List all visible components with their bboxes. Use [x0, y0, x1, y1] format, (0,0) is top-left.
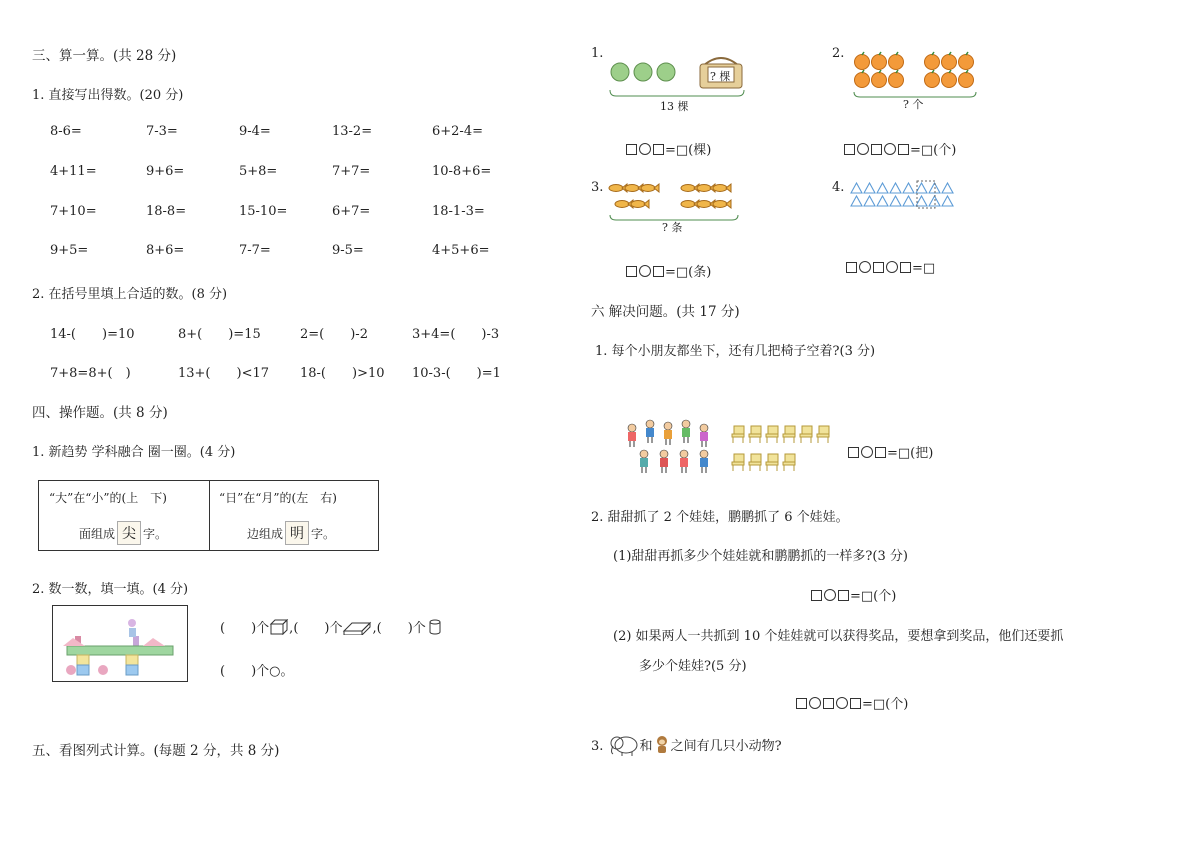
q1-answer	[847, 442, 933, 461]
chair-icon	[732, 426, 744, 443]
circle-left-answer	[79, 521, 167, 545]
answer-box[interactable]	[850, 698, 861, 709]
label-ge: 个	[256, 621, 270, 636]
section-3-q2: 2. 在括号里填上合适的数。(8 分)	[32, 287, 228, 302]
answer-paren: ( )	[220, 621, 257, 636]
char-jian: 尖	[117, 521, 141, 545]
child-icon	[640, 450, 648, 473]
label: 面组成	[79, 527, 116, 541]
fill-item: 14-( )=10	[50, 327, 135, 342]
fish-icon	[697, 200, 715, 208]
chair-icon	[783, 454, 795, 471]
answer-op[interactable]	[884, 143, 896, 155]
fish-icon	[641, 184, 659, 192]
fill-item: 7+8=8+( )	[50, 366, 131, 381]
triangle-icon	[890, 183, 901, 193]
fill-item: 3+4=( )-3	[412, 327, 500, 342]
math-item: 4+11=	[50, 164, 97, 179]
child-icon	[646, 420, 654, 443]
answer-box[interactable]	[900, 262, 911, 273]
section-6-q2a: (1)甜甜再抓多少个娃娃就和鹏鹏抓的一样多?(3 分)	[613, 549, 908, 564]
fish-icon	[713, 184, 731, 192]
pic2-answer	[843, 139, 956, 158]
section-3-title: 三、算一算。(共 28 分)	[32, 48, 177, 64]
pic1-answer	[625, 139, 711, 158]
answer-box[interactable]	[653, 266, 664, 277]
math-item: 7-3=	[146, 124, 178, 139]
triangle-icon	[864, 196, 875, 206]
triangle-icon	[916, 183, 927, 193]
separator: ,	[372, 621, 377, 636]
answer-box[interactable]	[838, 590, 849, 601]
answer-paren: ( )	[376, 621, 413, 636]
section-6-q3	[591, 734, 782, 756]
pic2-oranges	[852, 50, 978, 100]
label-ge: 个	[329, 621, 343, 636]
section-6-q1: 1. 每个小朋友都坐下，还有几把椅子空着?(3 分)	[595, 344, 876, 359]
orange-icon	[959, 52, 974, 70]
unit: =□	[912, 261, 936, 276]
and-label: 和	[639, 739, 653, 754]
chair-icon	[766, 454, 778, 471]
fish-icon	[609, 184, 627, 192]
cube-icon	[269, 619, 289, 635]
chair-icon	[800, 426, 812, 443]
orange-icon	[925, 52, 940, 70]
orange-icon	[925, 70, 940, 88]
cuboid-icon	[342, 619, 372, 635]
unit: =□(棵)	[665, 143, 712, 158]
q3-number: 3.	[591, 739, 604, 754]
answer-box[interactable]	[875, 447, 886, 458]
pic3-answer	[625, 261, 711, 280]
pic4-number: 4.	[832, 180, 845, 195]
separator: ,	[289, 621, 294, 636]
child-icon	[682, 420, 690, 443]
label: 字。	[311, 527, 336, 541]
math-item: 6+7=	[332, 204, 371, 219]
pic1-number: 1.	[591, 46, 604, 61]
fill-item: 8+( )=15	[178, 327, 261, 342]
triangle-icon	[942, 196, 953, 206]
section-5-title: 五、看图列式计算。(每题 2 分，共 8 分)	[32, 743, 280, 759]
triangle-icon	[903, 196, 914, 206]
q2a-answer	[810, 585, 896, 604]
answer-box[interactable]	[796, 698, 807, 709]
unit: =□(条)	[665, 265, 712, 280]
label: 边组成	[247, 527, 284, 541]
unit: =□(把)	[887, 446, 934, 461]
pic4-triangles	[848, 180, 964, 210]
child-icon	[664, 422, 672, 445]
section-4-q2: 2. 数一数，填一填。(4 分)	[32, 582, 189, 597]
label-ge-circle: 个○。	[256, 664, 294, 679]
fish-icon	[631, 200, 649, 208]
orange-icon	[889, 52, 904, 70]
child-icon	[700, 424, 708, 447]
fish-icon	[615, 200, 633, 208]
section-6-q2b-line1: (2) 如果两人一共抓到 10 个娃娃就可以获得奖品，要想拿到奖品，他们还要抓	[613, 629, 1064, 644]
answer-box[interactable]	[844, 144, 855, 155]
triangle-icon	[877, 183, 888, 193]
math-item: 13-2=	[332, 124, 373, 139]
label: 字。	[143, 527, 168, 541]
child-icon	[680, 450, 688, 473]
answer-box[interactable]	[626, 266, 637, 277]
triangle-icon	[942, 183, 953, 193]
answer-op[interactable]	[824, 589, 836, 601]
table-divider	[209, 481, 210, 550]
orange-icon	[942, 52, 957, 70]
chair-icon	[783, 426, 795, 443]
blocks-picture-frame	[52, 605, 188, 682]
math-item: 7+7=	[332, 164, 371, 179]
fill-item: 13+( )<17	[178, 366, 270, 381]
orange-icon	[872, 52, 887, 70]
answer-box[interactable]	[873, 262, 884, 273]
triangle-icon	[864, 183, 875, 193]
blocks-picture	[53, 606, 187, 681]
monkey-icon	[653, 735, 671, 755]
math-item: 7+10=	[50, 204, 97, 219]
chair-icon	[766, 426, 778, 443]
count-row-2	[220, 660, 294, 679]
answer-paren: ( )	[293, 621, 330, 636]
math-item: 9-5=	[332, 243, 364, 258]
orange-icon	[942, 70, 957, 88]
pic3-number: 3.	[591, 180, 604, 195]
orange-icon	[855, 70, 870, 88]
pic1-total-label: 13 棵	[660, 100, 689, 113]
fill-item: 18-( )>10	[300, 366, 385, 381]
math-item: 9+6=	[146, 164, 185, 179]
circle-table	[38, 480, 379, 551]
answer-op[interactable]	[639, 143, 651, 155]
child-icon	[700, 450, 708, 473]
char-ming: 明	[285, 521, 309, 545]
q2b-answer	[795, 693, 908, 712]
math-item: 9-4=	[239, 124, 271, 139]
pic1-basket-label: ? 棵	[710, 70, 731, 83]
chair-icon	[749, 454, 761, 471]
math-item: 8+6=	[146, 243, 185, 258]
answer-op[interactable]	[861, 446, 873, 458]
pic4-answer	[845, 261, 935, 276]
math-item: 18-8=	[146, 204, 187, 219]
answer-box[interactable]	[898, 144, 909, 155]
child-icon	[660, 450, 668, 473]
answer-op[interactable]	[859, 261, 871, 273]
triangle-icon	[903, 183, 914, 193]
circle-left-question: “大”在“小”的(上 下)	[49, 491, 167, 505]
orange-icon	[889, 70, 904, 88]
triangle-icon	[877, 196, 888, 206]
q3-text: 之间有几只小动物?	[670, 739, 782, 754]
cabbage-icon	[611, 63, 675, 81]
math-item: 15-10=	[239, 204, 288, 219]
unit: =□(个)	[910, 143, 957, 158]
answer-paren: ( )	[220, 664, 257, 679]
triangle-icon	[890, 196, 901, 206]
fish-icon	[713, 200, 731, 208]
pic2-question-label: ? 个	[903, 98, 924, 111]
fish-icon	[681, 184, 699, 192]
answer-op[interactable]	[639, 265, 651, 277]
answer-box[interactable]	[823, 698, 834, 709]
fill-item: 2=( )-2	[300, 327, 368, 342]
chair-icon	[817, 426, 829, 443]
chairs-picture	[728, 424, 836, 480]
orange-icon	[872, 70, 887, 88]
pic3-question-label: ? 条	[662, 221, 683, 234]
math-item: 10-8+6=	[432, 164, 492, 179]
elephant-icon	[608, 734, 640, 756]
section-4-title: 四、操作题。(共 8 分)	[32, 405, 168, 421]
children-picture	[620, 418, 720, 482]
section-6-q2b-line2: 多少个娃娃?(5 分)	[639, 659, 747, 674]
child-icon	[628, 424, 636, 447]
section-6-q2: 2. 甜甜抓了 2 个娃娃，鹏鹏抓了 6 个娃娃。	[591, 510, 849, 525]
fish-icon	[681, 200, 699, 208]
answer-box[interactable]	[653, 144, 664, 155]
chair-icon	[732, 454, 744, 471]
label-ge: 个	[412, 621, 426, 636]
math-item: 4+5+6=	[432, 243, 490, 258]
answer-op[interactable]	[836, 697, 848, 709]
answer-box[interactable]	[871, 144, 882, 155]
chair-icon	[749, 426, 761, 443]
triangle-icon	[916, 196, 927, 206]
answer-box[interactable]	[811, 590, 822, 601]
fill-item: 10-3-( )=1	[412, 366, 501, 381]
unit: =□(个)	[862, 697, 909, 712]
circle-right-answer	[247, 521, 335, 545]
section-3-q1: 1. 直接写出得数。(20 分)	[32, 88, 184, 103]
answer-op[interactable]	[886, 261, 898, 273]
answer-box[interactable]	[626, 144, 637, 155]
answer-box[interactable]	[848, 447, 859, 458]
math-item: 8-6=	[50, 124, 82, 139]
math-item: 5+8=	[239, 164, 278, 179]
math-item: 7-7=	[239, 243, 271, 258]
fish-icon	[625, 184, 643, 192]
circle-right-question: “日”在“月”的(左 右)	[219, 491, 337, 505]
answer-op[interactable]	[809, 697, 821, 709]
section-6-title: 六 解决问题。(共 17 分)	[591, 304, 740, 320]
count-row-1	[220, 617, 444, 636]
cylinder-icon	[426, 618, 444, 636]
triangle-icon	[851, 183, 862, 193]
pic2-number: 2.	[832, 46, 845, 61]
answer-box[interactable]	[846, 262, 857, 273]
fish-icon	[697, 184, 715, 192]
unit: =□(个)	[850, 589, 897, 604]
orange-icon	[855, 52, 870, 70]
answer-op[interactable]	[857, 143, 869, 155]
orange-icon	[959, 70, 974, 88]
math-item: 6+2-4=	[432, 124, 483, 139]
triangle-icon	[851, 196, 862, 206]
math-item: 18-1-3=	[432, 204, 485, 219]
section-4-q1: 1. 新趋势 学科融合 圈一圈。(4 分)	[32, 445, 236, 460]
math-item: 9+5=	[50, 243, 89, 258]
